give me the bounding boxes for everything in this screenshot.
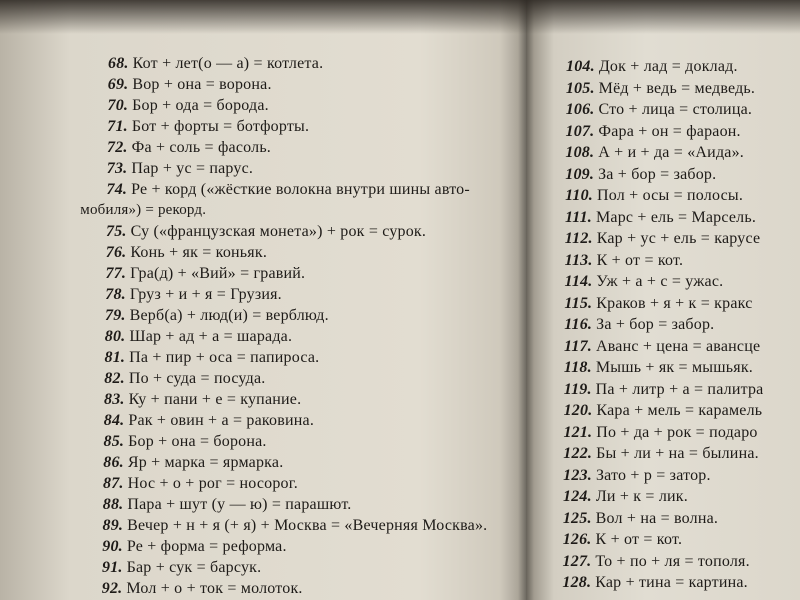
entry-number: 120. [563,402,593,419]
entry-number: 86. [103,454,124,471]
entry-text: Груз + и + я = Грузия. [129,286,282,303]
entry-line [564,338,760,356]
entry-number: 88. [102,496,124,513]
entry-line [563,553,750,571]
entry-number: 84. [103,412,125,429]
entry-number: 82. [104,370,125,387]
entry-text: Ре + корд («жёсткие волокна внутри шины авто- [131,181,470,198]
entry-line [103,496,352,514]
entry-line [103,475,298,493]
entry-line [563,510,718,528]
entry-line [566,101,752,119]
entry-text: Па + пир + оса = папироса. [129,349,320,366]
book-gutter [518,0,534,600]
entry-line [104,412,314,430]
entry-number: 111. [564,208,592,226]
entry-number: 108. [565,144,595,161]
entry-line [102,559,261,577]
entry-number: 89. [102,517,124,534]
entry-number: 92. [101,580,123,597]
entry-number: 118. [563,359,592,376]
entry-number: 117. [564,337,592,355]
entry-number: 76. [105,244,127,261]
entry-line [562,574,747,592]
entry-text: Кар + тина = картина. [595,574,748,591]
entry-number: 90. [102,538,123,555]
entry-text: За + бор = забор. [596,316,715,333]
entry-line [565,230,760,248]
entry-number: 78. [105,286,126,303]
entry-text: Вечер + н + я (+ я) + Москва = «Вечерняя Москва». [127,517,488,534]
entry-text: Вор + она = ворона. [132,76,272,93]
entry-line [102,538,286,556]
entry-line [106,265,306,283]
entry-line [105,307,329,325]
entry-number: 91. [102,559,123,576]
entry-text: Конь + як = коньяк. [130,244,268,261]
entry-text: Па + литр + а = палитра [595,380,764,398]
entry-text: Бор + она = борона. [128,433,267,450]
entry-text: Аванс + цена = авансце [595,337,761,355]
entry-line [108,55,323,73]
entry-text: Су («французская монета») + рок = сурок. [130,223,427,240]
entry-line [564,402,763,420]
entry-line [107,118,309,136]
entry-line [565,166,716,184]
entry-number: 83. [104,391,125,408]
entry-text: Верб(а) + люд(и) = верблюд. [129,307,329,324]
entry-text: Сто + лица = столица. [598,101,753,118]
entry-number: 68. [108,55,129,72]
entry-text: К + от = кот. [595,531,683,548]
entry-line [106,244,267,262]
entry-number: 85. [103,433,125,450]
entry-text: Рак + овин + а = раковина. [128,412,315,429]
entry-line [108,97,269,115]
entry-text: Кот + лет(о — а) = котлета. [132,55,324,72]
entry-line [565,209,756,227]
entry-text: Пар + ус = парус. [131,160,254,177]
entry-text: А + и + да = «Аида». [598,144,744,161]
entry-line [563,488,688,506]
entry-number: 113. [564,251,593,269]
entry-line [566,123,741,141]
entry-line [566,58,738,76]
entry-number: 106. [565,101,595,118]
entry-text: Бот + форты = ботфорты. [131,118,310,135]
entry-line [76,202,206,219]
entry-number: 128. [562,574,592,591]
entry-text: Краков + я + к = кракс [596,294,753,312]
entry-number: 119. [563,380,592,398]
entry-text: Пол + осы = полосы. [597,187,744,204]
entry-line [103,454,283,472]
entry-text: Зато + р = затор. [595,466,711,484]
entry-number: 114. [564,273,593,290]
entry-text: То + по + ля = тополя. [595,552,750,570]
entry-text: Вол + на = волна. [595,509,719,527]
entry-text: Бар + сук = барсук. [126,559,262,576]
entry-line [564,359,753,377]
entry-text: Марс + ель = Марсель. [595,208,757,226]
entry-text: Мышь + як = мышьяк. [595,359,754,376]
entry-line [102,580,303,598]
entry-line [563,424,757,442]
entry-text: Ли + к = лик. [595,488,688,505]
entry-text: Кара + мель = карамель [596,402,763,419]
entry-number: 125. [562,509,592,527]
entry-number: 105. [565,79,595,97]
entry-number: 75. [106,223,127,240]
entry-line [104,391,301,409]
entry-line [105,286,282,304]
entry-number: 71. [107,118,128,135]
entry-line [566,80,755,98]
entry-line [108,76,272,94]
entry-line [565,187,743,205]
entry-number: 122. [563,445,593,462]
entry-line [563,467,711,485]
entry-number: 74. [106,181,128,198]
entry-number: 115. [564,294,593,312]
entry-number: 127. [562,552,592,570]
entry-text: Бы + ли + на = былина. [596,445,759,462]
entry-line [565,144,744,162]
entry-number: 124. [563,488,592,505]
entry-text: Фа + соль = фасоль. [131,139,272,156]
entry-number: 73. [106,160,128,177]
entry-number: 126. [562,531,592,548]
entry-text: Пара + шут (у — ю) = парашют. [127,496,352,513]
entry-line [107,181,470,199]
entry-number: 69. [107,76,129,93]
entry-text: Ре + форма = реформа. [126,538,287,555]
entry-line [105,328,292,346]
entry-number: 112. [564,230,593,247]
entry-line [106,223,426,241]
entry-number: 87. [103,475,124,492]
entry-line [105,349,320,367]
entry-line [563,445,759,463]
entry-line [565,273,724,291]
entry-text: Яр + марка = ярмарка. [127,454,284,471]
entry-text: мобиля») = рекорд. [80,202,207,218]
entry-number: 77. [105,265,127,282]
entry-text: Шар + ад + а = шарада. [129,328,293,345]
entry-line [104,433,267,451]
entry-line [104,370,265,388]
entry-text: К + от = кот. [596,251,684,269]
entry-number: 107. [565,122,595,140]
entry-text: Нос + о + рог = носорог. [127,475,298,492]
entry-text: Уж + а + с = ужас. [596,273,724,290]
entry-text: Кар + ус + ель = карусе [596,230,761,247]
entry-number: 104. [566,58,595,75]
page-top-shadow [0,0,800,34]
entry-number: 81. [104,349,126,366]
entry-line [107,160,253,178]
entry-text: Док + лад = доклад. [598,58,738,75]
entry-number: 70. [107,97,129,114]
entry-number: 123. [563,466,592,484]
entry-line [563,531,682,549]
entry-text: Ку + пани + е = купание. [128,391,302,408]
entry-line [103,517,488,535]
entry-number: 79. [105,307,126,324]
entry-text: По + да + рок = подаро [596,423,758,441]
entry-text: Фара + он = фараон. [598,122,741,140]
entry-text: Бор + ода = борода. [132,97,269,114]
entry-text: Мол + о + ток = молоток. [126,580,303,597]
entry-number: 121. [563,423,593,441]
entry-number: 72. [107,139,128,156]
entry-text: По + суда = посуда. [128,370,266,387]
entry-line [564,295,752,313]
entry-line [564,316,714,334]
entry-text: За + бор = забор. [598,165,717,183]
entry-text: Мёд + ведь = медведь. [598,79,756,97]
entry-line [564,381,764,399]
entry-text: Гра(д) + «Вий» = гравий. [130,265,306,282]
entry-number: 80. [104,328,126,345]
entry-number: 109. [565,165,595,183]
entry-line [107,139,271,157]
entry-line [565,252,684,270]
entry-number: 110. [565,187,594,204]
entry-number: 116. [564,316,593,333]
